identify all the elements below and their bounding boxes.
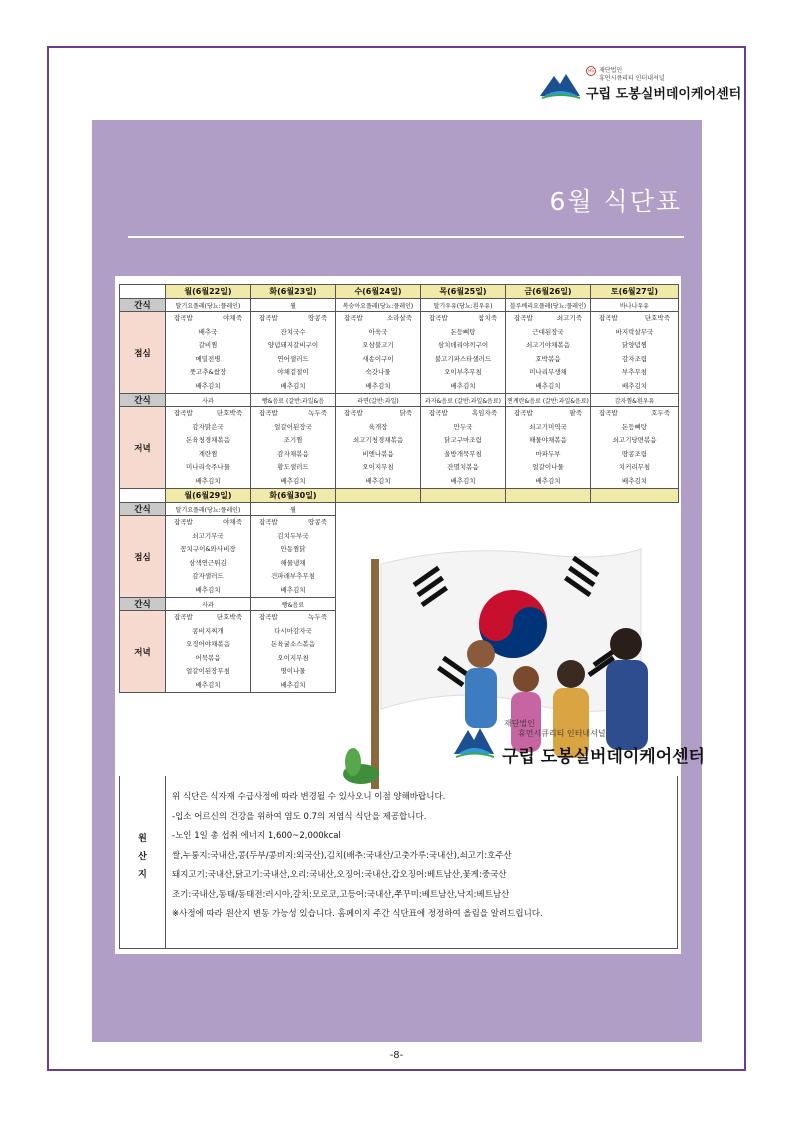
- menu-item: 땅콩죽: [308, 518, 327, 526]
- page-number: -8-: [389, 1050, 404, 1061]
- menu-item: 육개장: [368, 422, 388, 431]
- menu-item-row: [336, 312, 420, 326]
- note-line: 돼지고기:국내산,닭고기:국내산,오리:국내산,오징어:국내산,갑오징어:베트남산,꽃게:중국산: [172, 870, 507, 880]
- page-title: 6월 식단표: [549, 187, 682, 216]
- day-header-empty: [506, 489, 591, 503]
- menu-item: 울방개묵무침: [444, 449, 482, 458]
- day-header: 화(6월23일): [251, 285, 336, 299]
- menu-item-row: [506, 407, 590, 421]
- menu-cell: [506, 312, 591, 394]
- menu-item: 쇠고기당면볶음: [612, 436, 657, 444]
- menu-item-row: [251, 516, 335, 530]
- menu-item: 감자맑은국: [192, 422, 224, 431]
- menu-item: 해물야채볶음: [529, 436, 567, 444]
- day-header: 금(6월26일): [506, 285, 591, 299]
- menu-item: 아욱국: [368, 327, 388, 336]
- company-label: 휴먼시큐리티 인터내셔널: [518, 729, 606, 738]
- menu-item-row: [421, 407, 505, 421]
- corner-cell: [120, 489, 166, 503]
- menu-item: 배추김치: [621, 476, 648, 485]
- snack-row: [120, 394, 679, 407]
- notes-section: [119, 776, 678, 949]
- org-logo: [536, 62, 746, 104]
- day-header-empty: [336, 489, 421, 503]
- menu-item: 얼갈이된장무침: [186, 667, 230, 675]
- menu-item-row: [336, 407, 420, 421]
- note-line: 위 식단은 식자재 수급사정에 따라 변경될 수 있사오니 이점 양해바랍니다.: [172, 792, 446, 802]
- menu-item: 잡곡밥: [174, 409, 193, 417]
- menu-item: 잡곡밥: [429, 314, 448, 322]
- header-row: [120, 285, 679, 299]
- menu-item: 잡곡밥: [599, 409, 618, 417]
- origin-label-char: 산: [138, 852, 147, 862]
- menu-item-row: [166, 611, 250, 625]
- menu-cell: [336, 312, 421, 394]
- menu-item-row: [166, 312, 250, 326]
- snack-cell: 빵&음료: [251, 598, 336, 611]
- origin-label: [120, 776, 166, 948]
- snack-label: 간식: [120, 394, 166, 407]
- org-name: 구립 도봉실버데이케어센터: [502, 747, 705, 767]
- note-line: -입소 어르신의 건강을 위하여 염도 0.7의 저염식 식단을 제공합니다.: [172, 811, 427, 822]
- menu-cell: [251, 407, 336, 489]
- corner-cell: [120, 285, 166, 299]
- menu-item: 잡곡밥: [174, 518, 193, 526]
- menu-item: 배추김치: [195, 680, 221, 689]
- menu-item: 돈등뼈탕: [621, 422, 648, 431]
- dinner-label: 저녁: [120, 407, 166, 489]
- menu-item: 배추김치: [195, 476, 221, 485]
- header-row: [120, 489, 679, 503]
- menu-cell: [166, 611, 251, 693]
- menu-item: 녹두죽: [308, 613, 327, 621]
- menu-item: 잡곡밥: [259, 613, 278, 621]
- menu-item: 삼치데리야끼구이: [437, 341, 489, 349]
- menu-item: 잡곡밥: [344, 314, 363, 322]
- menu-item: 김치두부국: [277, 531, 309, 540]
- menu-item: 팥죽: [569, 409, 582, 417]
- menu-item: 닭고구마조림: [444, 436, 482, 444]
- menu-item: 오삼불고기: [362, 341, 394, 349]
- snack-cell: 딸기요플레(당뇨:플레인): [166, 299, 251, 312]
- menu-item: 감자채볶음: [277, 449, 309, 458]
- menu-item-row: [166, 516, 250, 530]
- menu-item: 배추김치: [535, 476, 561, 485]
- menu-item: 황도샐러드: [277, 463, 309, 471]
- day-header-empty: [421, 489, 506, 503]
- note-line: ※사정에 따라 원산지 변동 가능성 있습니다. 홈페이지 주간 식단표에 정정하여 올림을 알려드립니다.: [172, 909, 543, 919]
- menu-cell: [166, 516, 251, 598]
- snack-row: [120, 503, 679, 516]
- menu-cell: [506, 407, 591, 489]
- foundation-label: 재단법인: [599, 67, 623, 74]
- illustration-org-logo: [448, 708, 705, 772]
- menu-item: 치커리무침: [618, 463, 651, 471]
- menu-item-row: [251, 611, 335, 625]
- menu-item: 배추김치: [280, 381, 306, 390]
- day-header: 월(6월22일): [166, 285, 251, 299]
- menu-item: 쇠고기죽: [556, 314, 582, 322]
- lunch-row: [120, 312, 679, 394]
- menu-cell: [421, 407, 506, 489]
- menu-item: 연어샐러드: [277, 354, 309, 363]
- menu-item: 돈육청경채볶음: [186, 436, 230, 444]
- menu-item: 흑임자죽: [471, 409, 497, 417]
- menu-item: 쇠고기청경채볶음: [352, 436, 404, 444]
- menu-item: 배추김치: [450, 381, 476, 390]
- lunch-label: 점심: [120, 312, 166, 394]
- menu-item: 계란찜: [198, 449, 218, 458]
- menu-item: 호박볶음: [535, 354, 561, 363]
- menu-item-row: [251, 407, 335, 421]
- menu-item: 녹두죽: [308, 409, 327, 417]
- menu-item: 오징어야채볶음: [186, 640, 230, 648]
- menu-item: 잡곡밥: [599, 314, 618, 322]
- menu-item: 쇠고기무국: [192, 531, 224, 540]
- snack-cell: 찐계란&음료 (갈반:과일&음료): [506, 394, 591, 407]
- day-header-empty: [591, 489, 679, 503]
- menu-item: 소라살죽: [386, 314, 412, 322]
- lunch-label: 점심: [120, 516, 166, 598]
- menu-item: 잡곡밥: [514, 409, 533, 417]
- menu-item-row: [591, 312, 678, 326]
- menu-item: 명이나물: [280, 667, 306, 675]
- menu-item: 다시마감자국: [274, 626, 312, 635]
- menu-item: 숙갓나물: [365, 368, 391, 376]
- menu-item: 배추김치: [280, 680, 306, 689]
- menu-item-row: [591, 407, 678, 421]
- menu-item: 오이지무침: [362, 463, 394, 471]
- menu-item: 배추김치: [280, 476, 306, 485]
- day-header: 월(6월29일): [166, 489, 251, 503]
- menu-item: 배추김치: [365, 476, 391, 485]
- menu-item: 콩비지찌개: [192, 626, 224, 635]
- menu-item-row: [506, 312, 590, 326]
- menu-item: 야채죽: [223, 314, 242, 322]
- content-panel: [92, 120, 705, 1042]
- menu-item: 잡곡밥: [344, 409, 363, 417]
- menu-item: 불고기파스타샐러드: [434, 354, 492, 363]
- snack-cell: 빵&음료 (갈반:과일&음: [251, 394, 336, 407]
- company-label: 휴먼시큐리티 인터내셔널: [599, 75, 665, 82]
- menu-item: 잡곡밥: [174, 314, 193, 322]
- menu-item: 야채겉절이: [277, 368, 309, 376]
- menu-item: 땅콩죽: [308, 314, 327, 322]
- note-line: 조기:국내산,동태/동태전:러시아,갈치:모로코,고등어:국내산,쭈꾸미:베트남산,낙지:베트남산: [172, 889, 510, 900]
- snack-label: 간식: [120, 299, 166, 312]
- snack-cell: 뭘: [251, 503, 336, 516]
- menu-item: 삼색연근튀김: [189, 558, 227, 567]
- menu-item: 근대된장국: [532, 327, 564, 336]
- menu-item-row: [166, 407, 250, 421]
- menu-item: 얼갈이된장국: [274, 422, 312, 431]
- menu-cell: [591, 312, 679, 394]
- menu-item: 돈육굴소스볶음: [271, 640, 315, 648]
- menu-document: [115, 276, 705, 954]
- snack-cell: 라면(갈반:과일): [336, 394, 421, 407]
- menu-item: 참치죽: [478, 314, 497, 322]
- menu-item: 돈등뼈탕: [450, 327, 476, 336]
- snack-label: 간식: [120, 503, 166, 516]
- menu-item: 건파래부추무침: [271, 572, 315, 580]
- menu-item: 단호박죽: [216, 409, 242, 417]
- menu-item: 닭죽: [399, 409, 412, 417]
- menu-item: 감자조림: [621, 354, 648, 363]
- snack-cell: 감자찜&흰우유: [591, 394, 679, 407]
- dinner-row: [120, 407, 679, 489]
- menu-item: 새송이구이: [362, 354, 394, 363]
- menu-item: 야채죽: [223, 518, 242, 526]
- menu-item: 마파두부: [535, 449, 561, 458]
- menu-cell: [251, 516, 336, 598]
- menu-item: 조기찜: [283, 436, 303, 444]
- menu-item: 배추김치: [280, 585, 306, 594]
- menu-item: 호두죽: [651, 409, 670, 417]
- dinner-label: 저녁: [120, 611, 166, 693]
- menu-item: 배추김치: [450, 476, 476, 485]
- org-name: 구립 도봉실버데이케어센터: [586, 87, 742, 102]
- menu-item: 감자샐러드: [192, 572, 224, 580]
- menu-item: 바지락살무국: [615, 327, 654, 336]
- snack-cell: 딸기우유(당뇨:흰우유): [421, 299, 506, 312]
- menu-item: 잔멸치볶음: [447, 463, 479, 471]
- menu-item: 갈비찜: [198, 341, 218, 349]
- menu-cell: [251, 312, 336, 394]
- menu-item: 쇠고기야채볶음: [526, 341, 570, 349]
- menu-item: 쇠고기미역국: [529, 422, 567, 431]
- foundation-seal-icon: HS: [586, 66, 596, 76]
- menu-item: 메밀전병: [195, 354, 221, 363]
- day-header: 화(6월30일): [251, 489, 336, 503]
- menu-item: 배추김치: [621, 381, 648, 390]
- snack-cell: 사과: [166, 598, 251, 611]
- menu-cell: [591, 407, 679, 489]
- menu-cell: [166, 312, 251, 394]
- menu-item: 잡곡밥: [259, 409, 278, 417]
- menu-item: 부추무침: [621, 368, 648, 376]
- snack-cell: 블루베리요플레(당뇨:플레인): [506, 299, 591, 312]
- menu-cell: [166, 407, 251, 489]
- menu-item: 안동찜닭: [280, 545, 306, 553]
- menu-item-row: [421, 312, 505, 326]
- menu-item: 잡곡밥: [259, 314, 278, 322]
- note-line: 쌀,누룽지:국내산,콩(두부/콩비지:외국산),김치(배추:국내산/고춧가루:국내산),쇠고기:호주산: [172, 850, 512, 861]
- menu-item: 잡곡밥: [514, 314, 533, 322]
- menu-item: 잡곡밥: [174, 613, 193, 621]
- day-header: 수(6월24일): [336, 285, 421, 299]
- menu-item: 오이부추무침: [444, 368, 482, 376]
- menu-item: 얼갈이나물: [532, 463, 564, 471]
- foundation-label: 재단법인: [504, 719, 535, 728]
- day-header: 토(6월27일): [591, 285, 679, 299]
- origin-label-char: 원: [138, 834, 147, 844]
- snack-label: 간식: [120, 598, 166, 611]
- note-line: -노인 1일 총 섭취 에너지 1,600~2,000kcal: [172, 831, 341, 841]
- menu-item: 미나리무생채: [529, 368, 567, 376]
- menu-item: 양념돼지갈비구이: [267, 341, 319, 349]
- menu-item: 배추국: [198, 327, 218, 336]
- day-header: 목(6월25일): [421, 285, 506, 299]
- menu-item-row: [251, 312, 335, 326]
- menu-item: 배추김치: [535, 381, 561, 390]
- snack-cell: 뭘: [251, 299, 336, 312]
- mountain-logo-icon: [452, 720, 496, 760]
- menu-item: 오이지무침: [277, 653, 309, 662]
- snack-cell: 사과: [166, 394, 251, 407]
- snack-cell: 과자&음료 (갈반:과일&음료): [421, 394, 506, 407]
- menu-cell: [251, 611, 336, 693]
- menu-item: 잡곡밥: [259, 518, 278, 526]
- snack-cell: 바나나우유: [591, 299, 679, 312]
- menu-cell: [421, 312, 506, 394]
- menu-item: 비엔나볶음: [362, 449, 394, 458]
- menu-item: 단호박죽: [644, 314, 670, 322]
- menu-item: 잡곡밥: [429, 409, 448, 417]
- menu-item: 잔치국수: [280, 327, 306, 336]
- menu-item: 배추김치: [365, 381, 391, 390]
- menu-item: 단호박죽: [216, 613, 242, 621]
- menu-cell: [336, 407, 421, 489]
- menu-item: 닭양념찜: [621, 341, 648, 349]
- snack-cell: 복숭아요플레(당뇨:플레인): [336, 299, 421, 312]
- title-divider: [128, 236, 684, 238]
- menu-item: 땅콩조림: [621, 449, 648, 458]
- snack-cell: 딸기요플레(당뇨:플레인): [166, 503, 251, 516]
- menu-item: 미나리숙주나물: [186, 463, 230, 471]
- menu-item: 배추김치: [195, 585, 221, 594]
- menu-item: 꽁치구이&와사비장: [180, 545, 236, 553]
- menu-item: 해물냉채: [280, 558, 306, 567]
- mountain-logo-icon: [538, 68, 582, 100]
- origin-label-char: 지: [138, 870, 147, 880]
- menu-item: 어묵볶음: [195, 653, 221, 662]
- menu-item: 풋고추&쌈장: [189, 368, 227, 376]
- snack-row: [120, 299, 679, 312]
- menu-item: 만두국: [453, 422, 473, 431]
- menu-item: 배추김치: [195, 381, 221, 390]
- notes-list: [172, 788, 543, 925]
